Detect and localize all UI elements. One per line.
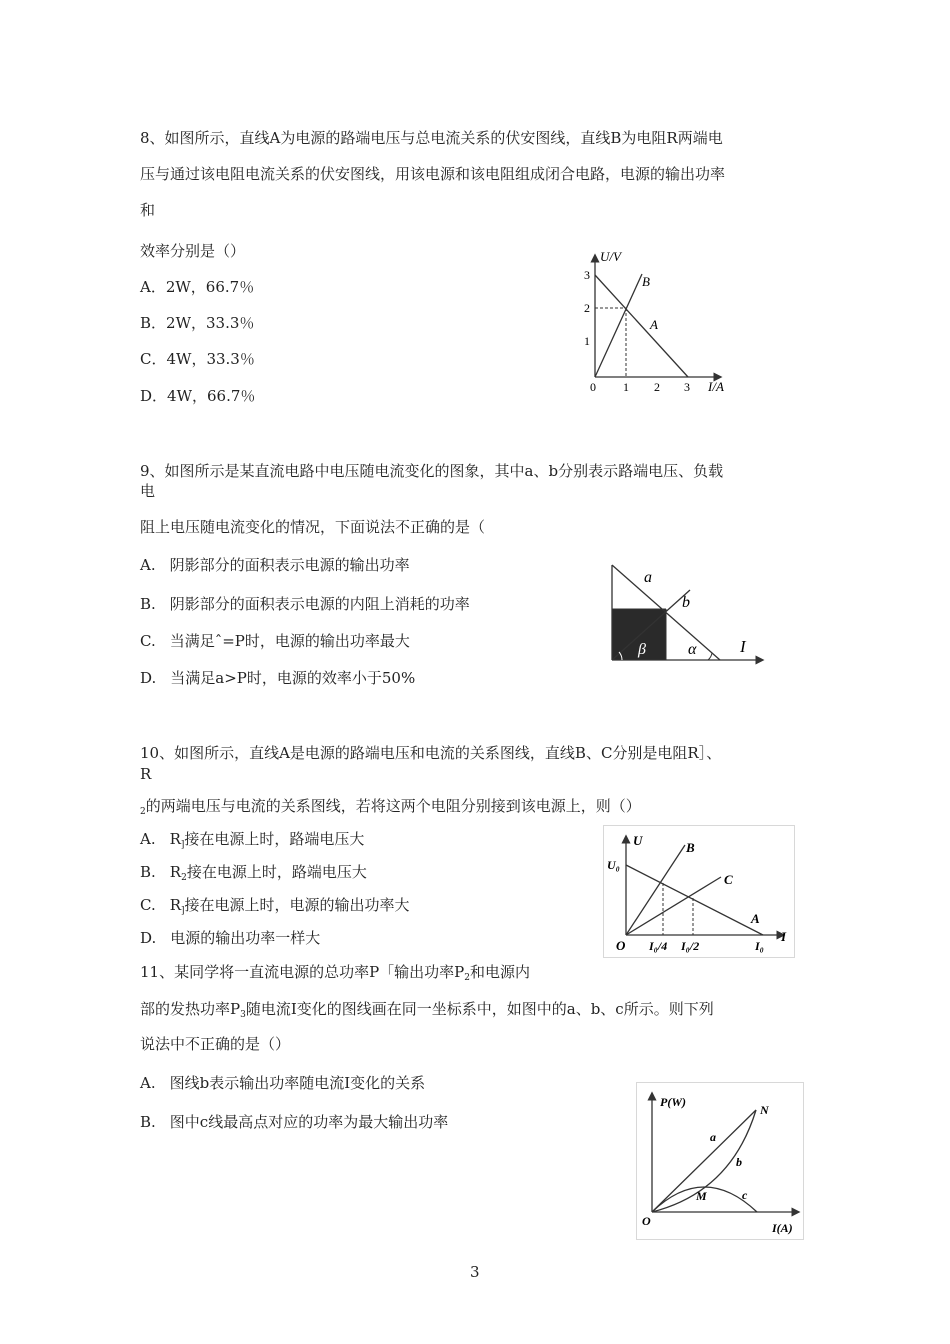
q10-option-b-sub: 2: [181, 873, 187, 883]
q11-stem-line-1-pre: 11、某同学将一直流电源的总功率P「输出功率P: [140, 963, 465, 981]
q8-option-d: D．4W，66.7％: [140, 387, 256, 405]
q9-option-b-text: 阴影部分的面积表示电源的内阻上消耗的功率: [169, 595, 470, 613]
q8-line-a-label: A: [650, 317, 658, 332]
q10-option-c: [140, 895, 410, 921]
q11-p2-subscript: 2: [464, 973, 471, 983]
q9-alpha-arc: [708, 653, 712, 660]
q10-label-u0: U₀: [607, 858, 620, 872]
page-number: 3: [470, 1263, 480, 1281]
q10-option-c-text: 接在电源上时，电源的输出功率大: [184, 896, 410, 914]
q9-stem-line-1: 9、如图所示是某直流电路中电压随电流变化的图象，其中a、b分别表示路端电压、负载: [140, 462, 724, 480]
q10-stem-line-2: R: [140, 765, 152, 783]
q11-label-p: P(W): [660, 1095, 686, 1109]
q10-option-d: [140, 928, 320, 948]
q11-option-b: [140, 1112, 448, 1132]
q10-option-c-r: R: [169, 896, 182, 914]
q8-x-tick-2: 2: [654, 380, 660, 394]
q8-origin: 0: [590, 380, 596, 394]
q11-label-i: I(A): [772, 1221, 793, 1235]
q11-stem-line-1: [140, 962, 530, 988]
q8-y-tick-1: 1: [584, 334, 590, 348]
q8-stem-line-2: 压与通过该电阻电流关系的伏安图线，用该电源和该电阻组成闭合电路，电源的输出功率: [140, 165, 726, 183]
q10-label-a: A: [751, 911, 760, 926]
q9-label-a: a: [644, 569, 652, 586]
q10-option-c-letter: C.: [140, 896, 156, 914]
q11-label-n: N: [760, 1103, 769, 1117]
q8-x-label: I/A: [708, 379, 724, 394]
q11-label-m: M: [696, 1189, 707, 1203]
q10-stem-line-1: 10、如图所示，直线A是电源的路端电压和电流的关系图线，直线B、C分别是电阻R］、: [140, 744, 722, 762]
q11-option-b-text: 图中c线最高点对应的功率为最大输出功率: [169, 1113, 449, 1131]
q10-ui-graph: [603, 825, 795, 958]
q11-stem-line-1-post: 和电源内: [470, 963, 531, 981]
q8-option-c: C．4W，33.3％: [140, 350, 255, 368]
q11-stem-line-2-pre: 部的发热功率P: [140, 1000, 241, 1018]
q10-label-c: C: [724, 872, 733, 887]
q10-option-a: [140, 829, 364, 855]
q9-label-i: I: [740, 637, 746, 656]
q8-option-a: A．2W，66.7％: [140, 278, 255, 296]
q9-label-alpha: α: [688, 641, 697, 658]
q8-x-tick-1: 1: [623, 380, 629, 394]
q11-stem-line-2: [140, 999, 714, 1025]
q8-y-tick-3: 3: [584, 268, 590, 282]
q8-stem-line-1: 8、如图所示，直线A为电源的路端电压与总电流关系的伏安图线，直线B为电阻R两端电: [140, 129, 723, 147]
q10-tick-i0: I₀: [755, 939, 764, 953]
q8-option-b: B．2W，33.3％: [140, 314, 255, 332]
q11-option-a: [140, 1073, 425, 1093]
q9-stem-line-3: 阻上电压随电流变化的情况，下面说法不正确的是（: [140, 518, 486, 536]
q9-stem-line-2: 电: [140, 482, 156, 500]
q10-option-b: [140, 862, 367, 888]
q11-option-a-letter: A.: [140, 1074, 156, 1092]
q9-option-d: [140, 668, 415, 688]
q10-line-a: [626, 865, 763, 935]
q10-option-a-sub: ]: [180, 840, 185, 850]
q9-option-b-letter: B.: [140, 595, 156, 613]
q9-option-c-letter: C.: [140, 632, 156, 650]
q10-label-u: U: [633, 833, 643, 848]
q11-p3-subscript: 3: [240, 1010, 246, 1020]
q10-option-b-r: R: [169, 863, 182, 881]
q9-option-a-text: 阴影部分的面积表示电源的输出功率: [169, 556, 410, 574]
q10-option-a-r: R: [169, 830, 181, 848]
q8-stem-line-3: 和: [140, 201, 156, 219]
q11-origin: O: [642, 1214, 651, 1228]
q8-line-b-label: B: [642, 274, 650, 289]
q8-y-label: U/V: [600, 249, 621, 264]
q9-label-b: b: [682, 594, 690, 611]
q10-label-b: B: [686, 840, 695, 855]
q11-pi-graph: [636, 1082, 806, 1240]
q10-option-d-letter: D.: [140, 929, 157, 947]
q9-option-c-text: 当满足ˆ=P时，电源的输出功率最大: [169, 632, 410, 650]
q10-option-a-letter: A.: [140, 830, 156, 848]
q10-r2-subscript: 2: [140, 807, 146, 817]
q9-option-d-letter: D.: [140, 669, 157, 687]
q11-label-c: c: [742, 1188, 748, 1202]
q9-label-beta: β: [638, 641, 646, 658]
q11-stem-line-3: 说法中不正确的是（）: [140, 1035, 291, 1053]
q10-tick-quarter: I₀/4: [649, 939, 668, 953]
q11-option-b-letter: B.: [140, 1113, 156, 1131]
q10-option-b-letter: B.: [140, 863, 156, 881]
q8-ui-graph: [580, 248, 740, 396]
q11-label-a: a: [710, 1130, 716, 1144]
q8-line-a: [595, 275, 688, 377]
q10-option-c-sub: ]: [181, 906, 185, 916]
q9-ui-graph: [600, 560, 770, 670]
q8-y-tick-2: 2: [584, 301, 590, 315]
q11-stem-line-2-post: 随电流I变化的图线画在同一坐标系中，如图中的a、b、c所示。则下列: [245, 1000, 714, 1018]
q11-option-a-text: 图线b表示输出功率随电流I变化的关系: [169, 1074, 426, 1092]
q8-line-b: [595, 274, 642, 377]
q10-option-d-text: 电源的输出功率一样大: [170, 929, 321, 947]
q10-origin: O: [616, 938, 626, 953]
q10-tick-half: I₀/2: [681, 939, 700, 953]
q10-stem-line-3-text: 的两端电压与电流的关系图线，若将这两个电阻分别接到该电源上，则（）: [145, 797, 641, 815]
q10-label-i: I: [781, 929, 787, 944]
q10-option-a-text: 接在电源上时，路端电压大: [184, 830, 365, 848]
q11-label-b: b: [736, 1155, 742, 1169]
q9-option-d-text: 当满足a>P时，电源的效率小于50%: [170, 669, 416, 687]
q8-stem-line-4: 效率分别是（）: [140, 242, 246, 260]
q9-option-a-letter: A.: [140, 556, 156, 574]
q10-stem-line-3: [140, 796, 641, 822]
q10-option-b-text: 接在电源上时，路端电压大: [186, 863, 367, 881]
q9-option-b: [140, 594, 470, 614]
q8-x-tick-3: 3: [684, 380, 690, 394]
q9-option-a: [140, 555, 410, 575]
q9-option-c: [140, 631, 410, 651]
